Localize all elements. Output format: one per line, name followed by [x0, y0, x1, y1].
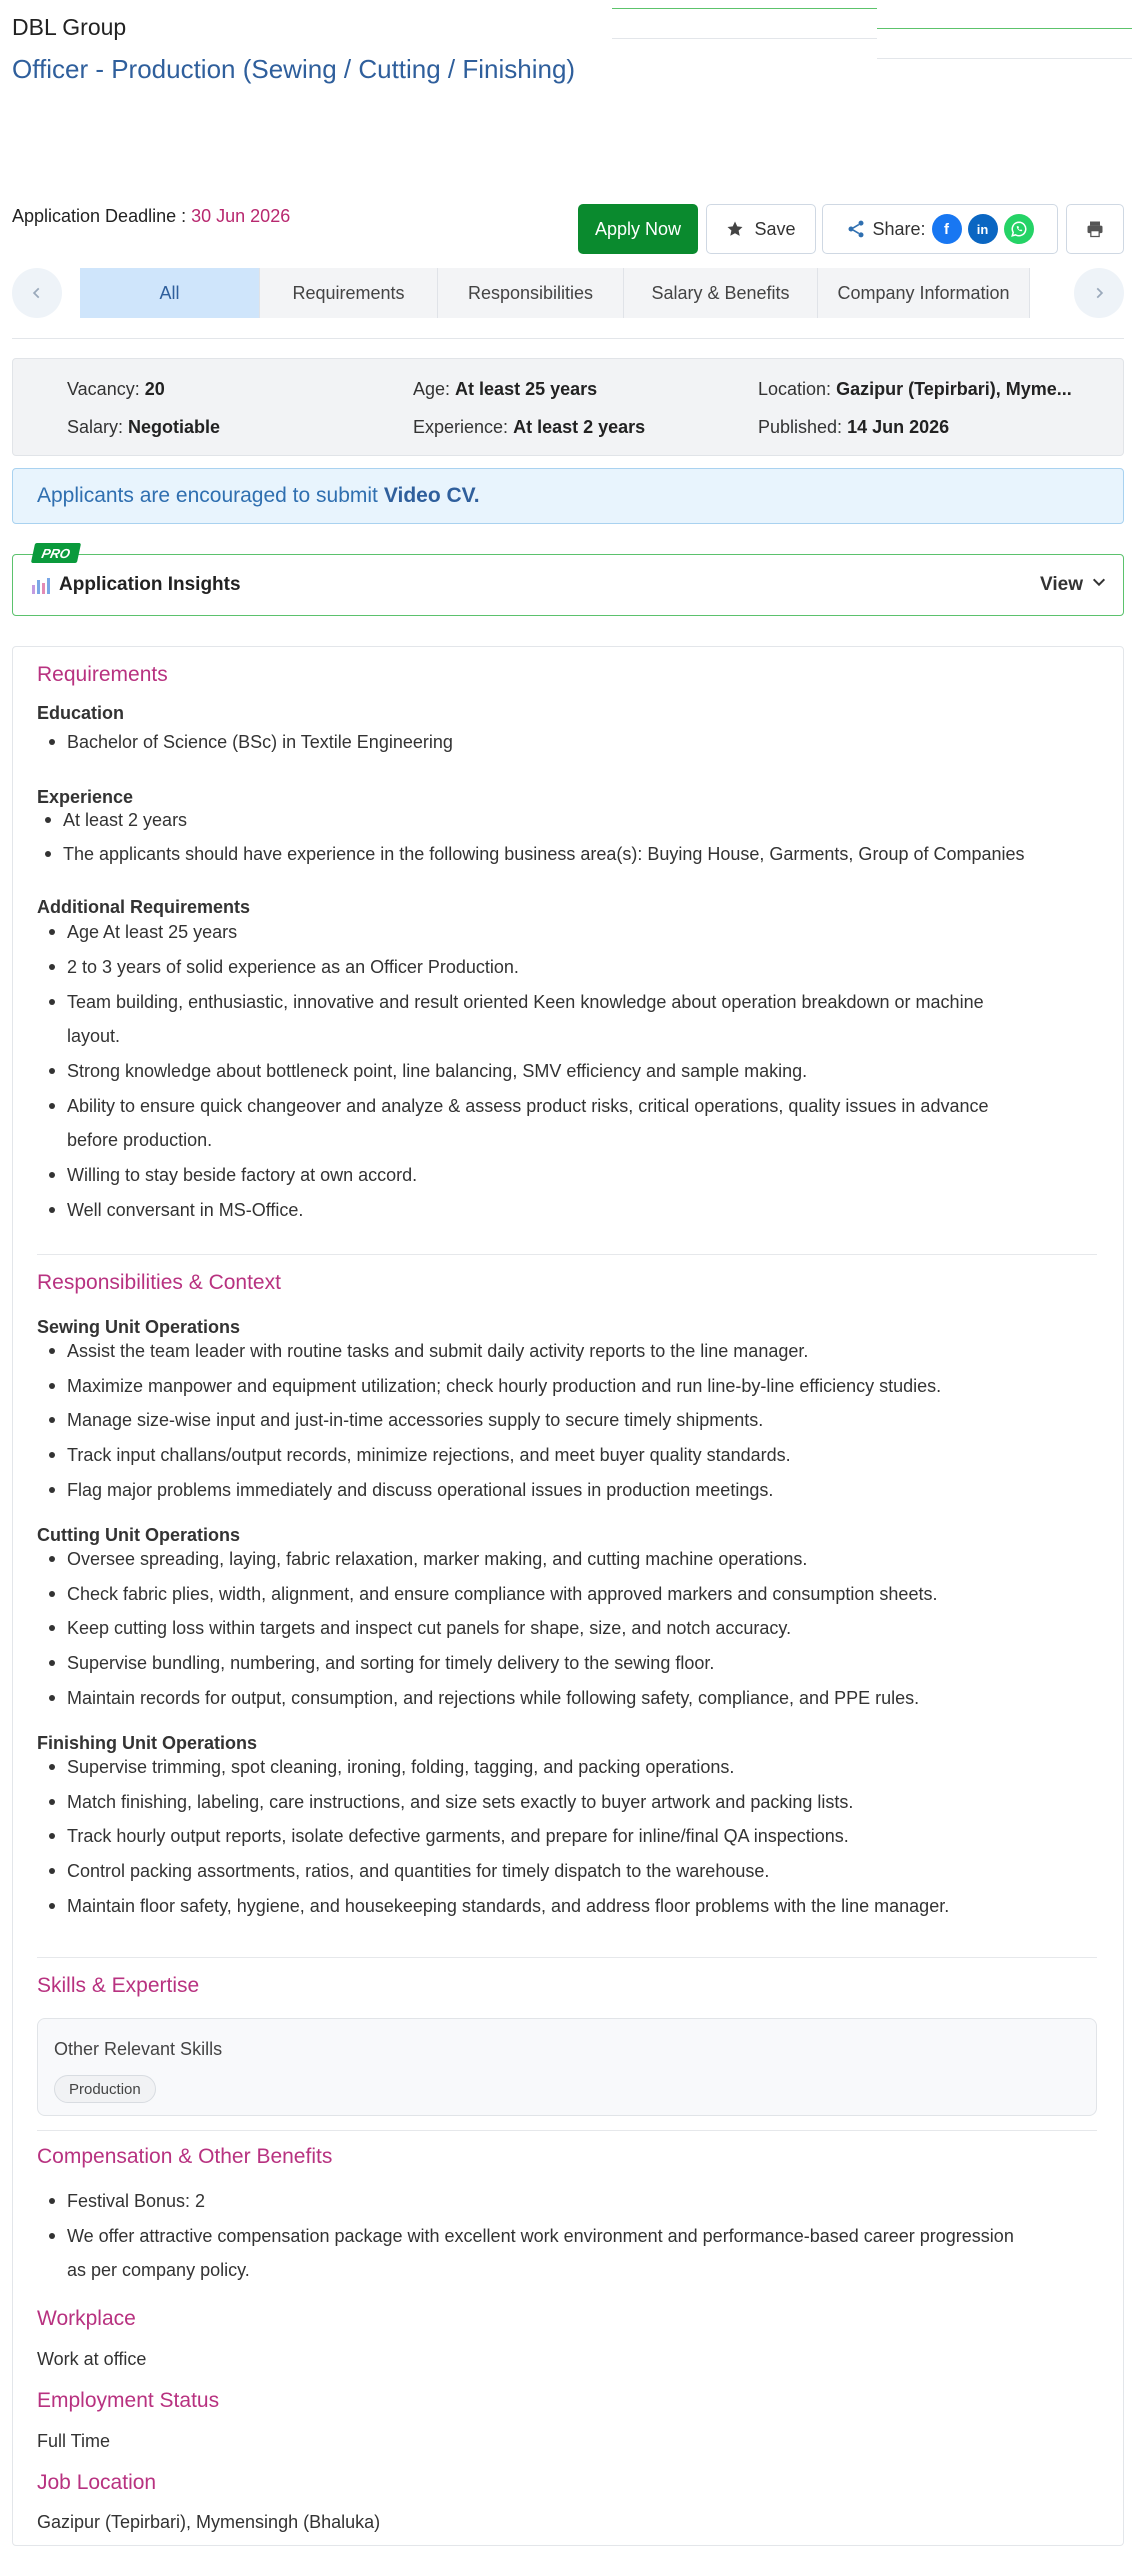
skills-box-title: Other Relevant Skills [54, 2039, 223, 2059]
star-icon [726, 220, 744, 238]
chevron-right-icon [1092, 280, 1106, 306]
job-location-heading: Job Location [37, 2471, 157, 2494]
divider [37, 1957, 1097, 1958]
section-tabs [12, 268, 1124, 318]
list-item: Control packing assortments, ratios, and quantities for timely dispatch to the warehouse. [67, 1854, 1067, 1888]
sewing-heading: Sewing Unit Operations [37, 1317, 241, 1337]
list-item-continued: before production. [67, 1130, 213, 1150]
video-cv-link[interactable]: Video CV. [383, 484, 480, 507]
list-item: Manage size-wise input and just-in-time accessories supply to secure timely shipments. [67, 1403, 1067, 1437]
list-item: Track input challans/output records, minimize rejections, and meet buyer quality standards. [67, 1438, 1067, 1472]
tab-responsibilities[interactable]: Responsibilities [438, 268, 624, 318]
insights-view-button[interactable]: View [1040, 574, 1107, 596]
education-heading: Education [37, 703, 125, 723]
header-decoration-line [877, 28, 1132, 29]
printer-icon [1085, 219, 1105, 239]
requirements-heading: Requirements [37, 663, 168, 686]
facebook-share-icon[interactable]: f [932, 214, 962, 244]
list-item: Ability to ensure quick changeover and analyze & assess product risks, critical operations, quality issues in advance [67, 1089, 1067, 1123]
experience: Experience: At least 2 years [413, 417, 646, 437]
published: Published: 14 Jun 2026 [758, 417, 950, 437]
list-item: Keep cutting loss within targets and inspect cut panels for shape, size, and notch accuracy. [67, 1611, 1067, 1645]
divider [37, 1254, 1097, 1255]
job-title: Officer - Production (Sewing / Cutting / Finishing) [12, 54, 576, 84]
job-details [12, 646, 1124, 2546]
share-label: Share: [872, 218, 926, 239]
workplace-heading: Workplace [37, 2307, 136, 2330]
header-decoration-line [612, 38, 877, 39]
age: Age: At least 25 years [413, 379, 598, 399]
experience-heading: Experience [37, 787, 134, 807]
video-cv-notice: Applicants are encouraged to submit Video CV. [12, 468, 1124, 524]
vacancy: Vacancy: 20 [67, 379, 165, 399]
list-item: Oversee spreading, laying, fabric relaxation, marker making, and cutting machine operations. [67, 1542, 1067, 1576]
apply-now-button[interactable]: Apply Now [578, 204, 698, 254]
divider [37, 2130, 1097, 2131]
tabs-next-button[interactable] [1074, 268, 1124, 318]
pro-badge: PRO [31, 543, 81, 563]
list-item: At least 2 years [63, 803, 1063, 837]
tab-salary-benefits[interactable]: Salary & Benefits [624, 268, 818, 318]
skills-box [37, 2018, 1097, 2116]
list-item: Strong knowledge about bottleneck point, line balancing, SMV efficiency and sample making. [67, 1054, 1067, 1088]
company-name[interactable]: DBL Group [12, 14, 127, 40]
job-summary [12, 358, 1124, 456]
list-item: We offer attractive compensation package with excellent work environment and performance-based career progression [67, 2219, 1067, 2253]
job-location-value: Gazipur (Tepirbari), Mymensingh (Bhaluka) [37, 2512, 381, 2532]
list-item: Flag major problems immediately and discuss operational issues in production meetings. [67, 1473, 1067, 1507]
list-item: Assist the team leader with routine tasks and submit daily activity reports to the line manager. [67, 1334, 1067, 1368]
application-deadline [12, 206, 290, 227]
workplace-value: Work at office [37, 2349, 147, 2369]
chevron-left-icon [30, 280, 44, 306]
additional-requirements-heading: Additional Requirements [37, 897, 251, 917]
insights-label: Application Insights [59, 574, 241, 595]
list-item-continued: as per company policy. [67, 2260, 250, 2280]
tab-all[interactable]: All [80, 268, 260, 318]
tab-list [80, 268, 1030, 318]
list-item: Check fabric plies, width, alignment, and ensure compliance with approved markers and consumption sheets. [67, 1577, 1067, 1611]
list-item: Match finishing, labeling, care instructions, and size sets exactly to buyer artwork and packing lists. [67, 1785, 1067, 1819]
cutting-heading: Cutting Unit Operations [37, 1525, 240, 1545]
employment-status-heading: Employment Status [37, 2389, 220, 2412]
save-label: Save [754, 218, 796, 239]
list-item: Track hourly output reports, isolate defective garments, and prepare for inline/final QA inspections. [67, 1819, 1067, 1853]
skills-heading: Skills & Expertise [37, 1974, 200, 1997]
list-item: Maintain floor safety, hygiene, and housekeeping standards, and address floor problems with the line manager. [67, 1889, 1067, 1923]
share-box [822, 204, 1058, 254]
list-item-continued: layout. [67, 1026, 121, 1046]
list-item: Supervise trimming, spot cleaning, ironing, folding, tagging, and packing operations. [67, 1750, 1067, 1784]
list-item: Maintain records for output, consumption, and rejections while following safety, compliance, and PPE rules. [67, 1681, 1067, 1715]
list-item: Team building, enthusiastic, innovative and result oriented Keen knowledge about operation breakdown or machine [67, 985, 1067, 1019]
list-item: Maximize manpower and equipment utilization; check hourly production and run line-by-line efficiency studies. [67, 1369, 1067, 1403]
list-item: Bachelor of Science (BSc) in Textile Engineering [67, 725, 1067, 759]
salary: Salary: Negotiable [67, 417, 221, 437]
list-item: Well conversant in MS-Office. [67, 1193, 1067, 1227]
deadline-date: 30 Jun 2026 [191, 206, 291, 226]
application-insights[interactable] [12, 545, 1124, 616]
header-decoration-line [612, 8, 877, 9]
list-item: Age At least 25 years [67, 915, 1067, 949]
list-item: 2 to 3 years of solid experience as an Officer Production. [67, 950, 1067, 984]
deadline-label: Application Deadline : [12, 206, 192, 226]
responsibilities-heading: Responsibilities & Context [37, 1271, 281, 1294]
tabs-prev-button[interactable] [12, 268, 62, 318]
chart-icon [29, 573, 53, 602]
tab-company-information[interactable]: Company Information [818, 268, 1030, 318]
compensation-heading: Compensation & Other Benefits [37, 2145, 333, 2168]
linkedin-share-icon[interactable]: in [968, 214, 998, 244]
save-button[interactable] [706, 204, 816, 254]
location: Location: Gazipur (Tepirbari), Myme... [758, 379, 1072, 399]
print-button[interactable] [1066, 204, 1124, 254]
chevron-down-icon [1091, 574, 1107, 596]
list-item: The applicants should have experience in the following business area(s): Buying House, Garments, Group of Companies [63, 837, 1103, 871]
list-item: Supervise bundling, numbering, and sorting for timely delivery to the sewing floor. [67, 1646, 1067, 1680]
header-decoration-line [877, 58, 1132, 59]
whatsapp-share-icon[interactable] [1004, 214, 1034, 244]
skill-chip[interactable]: Production [54, 2075, 156, 2103]
divider [12, 338, 1124, 339]
list-item: Festival Bonus: 2 [67, 2184, 1067, 2218]
tab-requirements[interactable]: Requirements [260, 268, 438, 318]
finishing-heading: Finishing Unit Operations [37, 1733, 257, 1753]
employment-status-value: Full Time [37, 2431, 111, 2451]
list-item: Willing to stay beside factory at own accord. [67, 1158, 1067, 1192]
share-icon [846, 219, 866, 239]
